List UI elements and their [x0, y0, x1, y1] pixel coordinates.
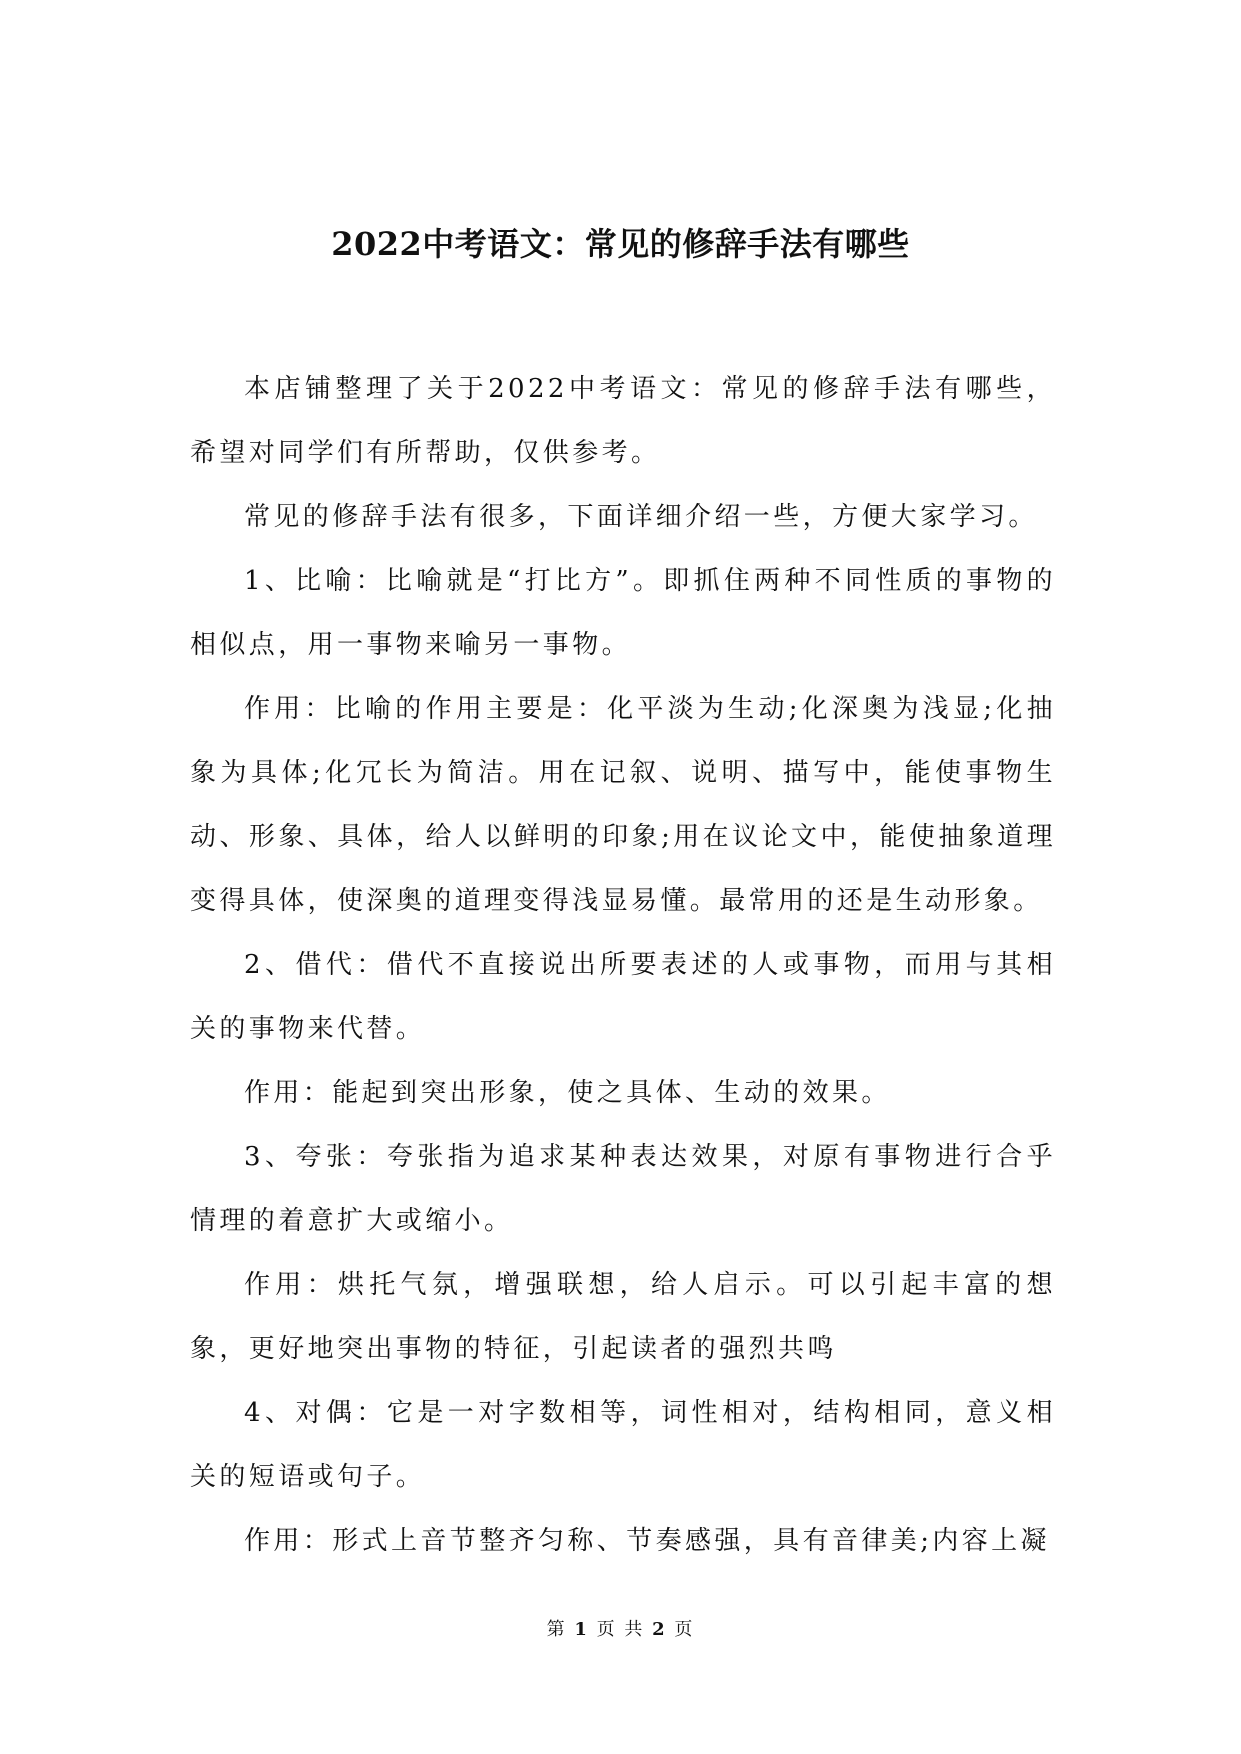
document-body [190, 357, 1056, 1573]
total-page-count: 2 [652, 1619, 667, 1640]
paragraph-metonymy: 2、借代：借代不直接说出所要表述的人或事物，而用与其相关的事物来代替。 [190, 950, 1056, 1044]
paragraph-metaphor: 1、比喻：比喻就是“打比方”。即抓住两种不同性质的事物的相似点，用一事物来喻另一事物。 [190, 566, 1056, 660]
paragraph-intro: 本店铺整理了关于2022中考语文：常见的修辞手法有哪些，希望对同学们有所帮助，仅供参考。 [190, 374, 1056, 468]
paragraph-antithesis-effect: 作用：形式上音节整齐匀称、节奏感强，具有音律美;内容上凝 [244, 1526, 1050, 1556]
paragraph-hyperbole: 3、夸张：夸张指为追求某种表达效果，对原有事物进行合乎情理的着意扩大或缩小。 [190, 1142, 1056, 1236]
paragraph-antithesis: 4、对偶：它是一对字数相等，词性相对，结构相同，意义相关的短语或句子。 [190, 1398, 1056, 1492]
paragraph-metonymy-effect: 作用：能起到突出形象，使之具体、生动的效果。 [244, 1078, 891, 1108]
footer-middle: 页 共 [596, 1619, 645, 1640]
paragraph-metaphor-effect: 作用：比喻的作用主要是：化平淡为生动;化深奥为浅显;化抽象为具体;化冗长为简洁。用在记叙、说明、描写中，能使事物生动、形象、具体，给人以鲜明的印象;用在议论文中，能使抽象道理变得具体，使深奥的道理变得浅显易懂。最常用的还是生动形象。 [190, 694, 1056, 916]
document-title: 2022中考语文：常见的修辞手法有哪些 [331, 225, 910, 263]
footer-prefix: 第 [546, 1619, 567, 1640]
paragraph-hyperbole-effect: 作用：烘托气氛，增强联想，给人启示。可以引起丰富的想象，更好地突出事物的特征，引起读者的强烈共鸣 [190, 1270, 1056, 1364]
footer-suffix: 页 [674, 1619, 695, 1640]
paragraph-overview: 常见的修辞手法有很多，下面详细介绍一些，方便大家学习。 [244, 502, 1038, 532]
page-footer [0, 1618, 1241, 1642]
current-page-number: 1 [574, 1619, 589, 1640]
